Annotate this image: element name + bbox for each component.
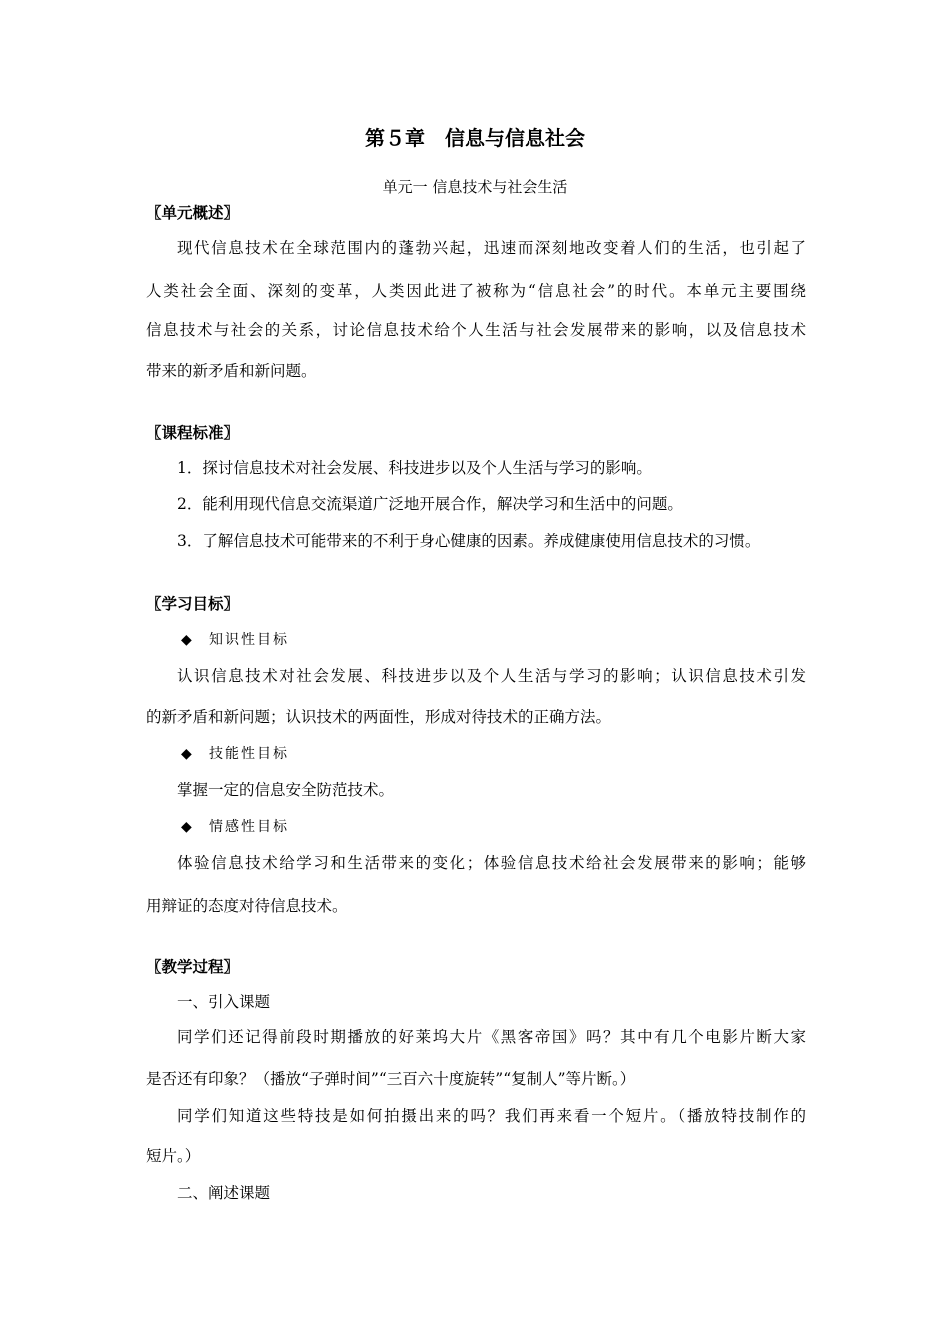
chapter-title: 第５章 信息与信息社会 [365,126,585,150]
process-heading: 〖教学过程〗 [146,957,240,976]
skill-line: 掌握一定的信息安全防范技术。 [177,781,395,799]
diamond-bullet-icon: ◆ [181,746,192,762]
diamond-bullet-icon: ◆ [181,819,192,835]
standard-item: 1．探讨信息技术对社会发展、科技进步以及个人生活与学习的影响。 [177,459,652,477]
objectives-heading: 〖学习目标〗 [146,594,240,613]
overview-line: 现代信息技术在全球范围内的蓬勃兴起，迅速而深刻地改变着人们的生活，也引起了 [177,239,806,257]
process-line: 同学们知道这些特技是如何拍摄出来的吗？我们再来看一个短片。（播放特技制作的 [177,1107,806,1125]
overview-line: 人类社会全面、深刻的变革，人类因此进了被称为“信息社会”的时代。本单元主要围绕 [146,282,806,300]
unit-subtitle: 单元一 信息技术与社会生活 [382,178,568,196]
knowledge-goal-label: 知识性目标 [209,632,289,648]
emotion-line: 用辩证的态度对待信息技术。 [146,897,348,915]
knowledge-goal [181,629,289,650]
process-line: 是否还有印象？（播放“子弹时间”“三百六十度旋转”“复制人”等片断。） [146,1070,636,1088]
knowledge-line: 认识信息技术对社会发展、科技进步以及个人生活与学习的影响；认识信息技术引发 [177,667,806,685]
process-step-intro: 一、引入课题 [177,993,271,1011]
knowledge-line: 的新矛盾和新问题；认识技术的两面性，形成对待技术的正确方法。 [146,708,612,726]
overview-line: 信息技术与社会的关系，讨论信息技术给个人生活与社会发展带来的影响，以及信息技术 [146,321,806,339]
emotion-goal [181,816,289,837]
process-line: 同学们还记得前段时期播放的好莱坞大片《黑客帝国》吗？其中有几个电影片断大家 [177,1028,806,1046]
skill-goal-label: 技能性目标 [209,746,289,762]
overview-heading: 〖单元概述〗 [146,203,240,222]
process-step-explain: 二、阐述课题 [177,1184,271,1202]
emotion-goal-label: 情感性目标 [209,819,289,835]
standard-item: 2．能利用现代信息交流渠道广泛地开展合作，解决学习和生活中的问题。 [177,495,683,513]
diamond-bullet-icon: ◆ [181,632,192,648]
overview-line: 带来的新矛盾和新问题。 [146,362,317,380]
emotion-line: 体验信息技术给学习和生活带来的变化；体验信息技术给社会发展带来的影响；能够 [177,854,806,872]
process-line: 短片。） [146,1147,201,1165]
standard-item: 3．了解信息技术可能带来的不利于身心健康的因素。养成健康使用信息技术的习惯。 [177,532,761,550]
standards-heading: 〖课程标准〗 [146,423,240,442]
skill-goal [181,743,289,764]
